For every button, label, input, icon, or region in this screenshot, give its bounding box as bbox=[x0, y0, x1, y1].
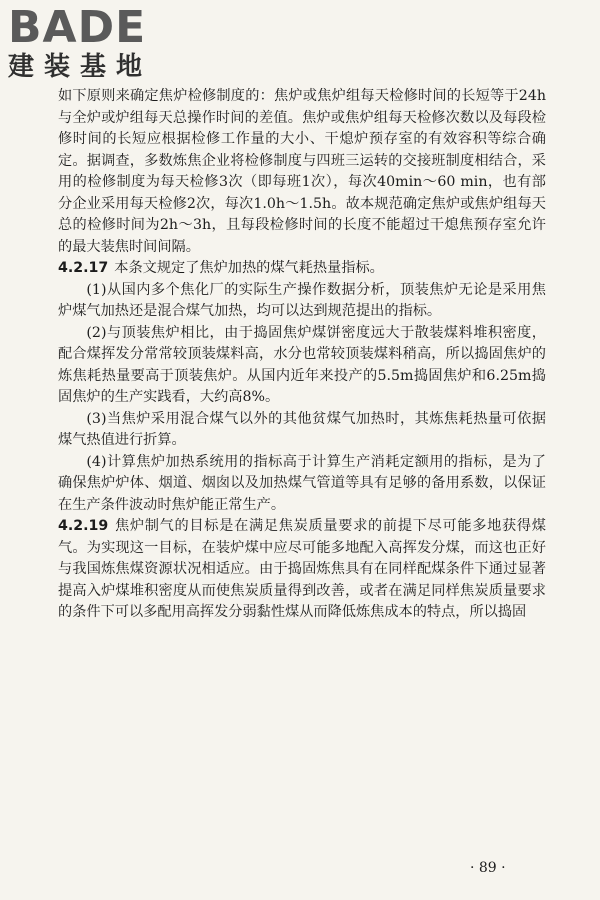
paragraph-text: (4)计算焦炉加热系统用的指标高于计算生产消耗定额用的指标，是为了确保焦炉炉体、烟道、烟囱以及加热煤气管道等具有足够的备用系数，以保证在生产条件波动时焦炉能正常生产。 bbox=[58, 453, 546, 513]
paragraph-text: 如下原则来确定焦炉检修制度的：焦炉或焦炉组每天检修时间的长短等于24h与全炉或炉组每天总操作时间的差值。焦炉或焦炉组每天检修次数以及每段检修时间的长短应根据检修工作量的大小、干熄炉预存室的有效容积等综合确定。据调查，多数炼焦企业将检修制度与四班三运转的交接班制度相结合，采用的检修制度为每天检修3次（即每班1次），每次40min～60 min，也有部分企业采用每天检修2次，每次1.0h～1.5h。故本规范确定焦炉或焦炉组每天总的检修时间为2h～3h，且每段检修时间的长度不能超过干熄焦预存室允许的最大装焦时间间隔。 bbox=[58, 88, 546, 255]
bade-logo bbox=[8, 4, 178, 86]
logo-main-text: BADE bbox=[8, 2, 147, 53]
paragraph-text: (3)当焦炉采用混合煤气以外的其他贫煤气加热时，其炼焦耗热量可依据煤气热值进行折算。 bbox=[58, 410, 546, 448]
document-body bbox=[58, 86, 546, 624]
section-number: 4.2.19 bbox=[58, 518, 109, 534]
paragraph-item-4 bbox=[58, 452, 546, 517]
paragraph-item-3 bbox=[58, 409, 546, 452]
paragraph-text: (2)与顶装焦炉相比，由于捣固焦炉煤饼密度远大于散装煤料堆积密度，配合煤挥发分常常较顶装煤料高，水分也常较顶装煤料稍高，所以捣固焦炉的炼焦耗热量要高于顶装焦炉。从国内近年来投产的5.5m捣固焦炉和6.25m捣固焦炉的生产实践看，大约高8%。 bbox=[58, 324, 546, 405]
paragraph-item-1 bbox=[58, 280, 546, 323]
page-number: · 89 · bbox=[470, 860, 506, 876]
paragraph-text: 本条文规定了焦炉加热的煤气耗热量指标。 bbox=[114, 260, 384, 276]
paragraph-text: 焦炉制气的目标是在满足焦炭质量要求的前提下尽可能多地获得煤气。为实现这一目标，在装炉煤中应尽可能多地配入高挥发分煤，而这也正好与我国炼焦煤资源状况相适应。由于捣固炼焦具有在同样配煤条件下通过显著提高入炉煤堆积密度从而使焦炭质量得到改善，或者在满足同样焦炭质量要求的条件下可以多配用高挥发分弱黏性煤从而降低炼焦成本的特点，所以捣固 bbox=[58, 518, 546, 620]
paragraph-1 bbox=[58, 86, 546, 258]
paragraph-text: (1)从国内多个焦化厂的实际生产操作数据分析，顶装焦炉无论是采用焦炉煤气加热还是混合煤气加热，均可以达到规范提出的指标。 bbox=[58, 281, 546, 319]
logo-sub-text: 建装基地 bbox=[8, 52, 153, 82]
section-number: 4.2.17 bbox=[58, 260, 109, 276]
paragraph-4-2-19 bbox=[58, 516, 546, 624]
paragraph-item-2 bbox=[58, 323, 546, 409]
paragraph-4-2-17 bbox=[58, 258, 546, 280]
